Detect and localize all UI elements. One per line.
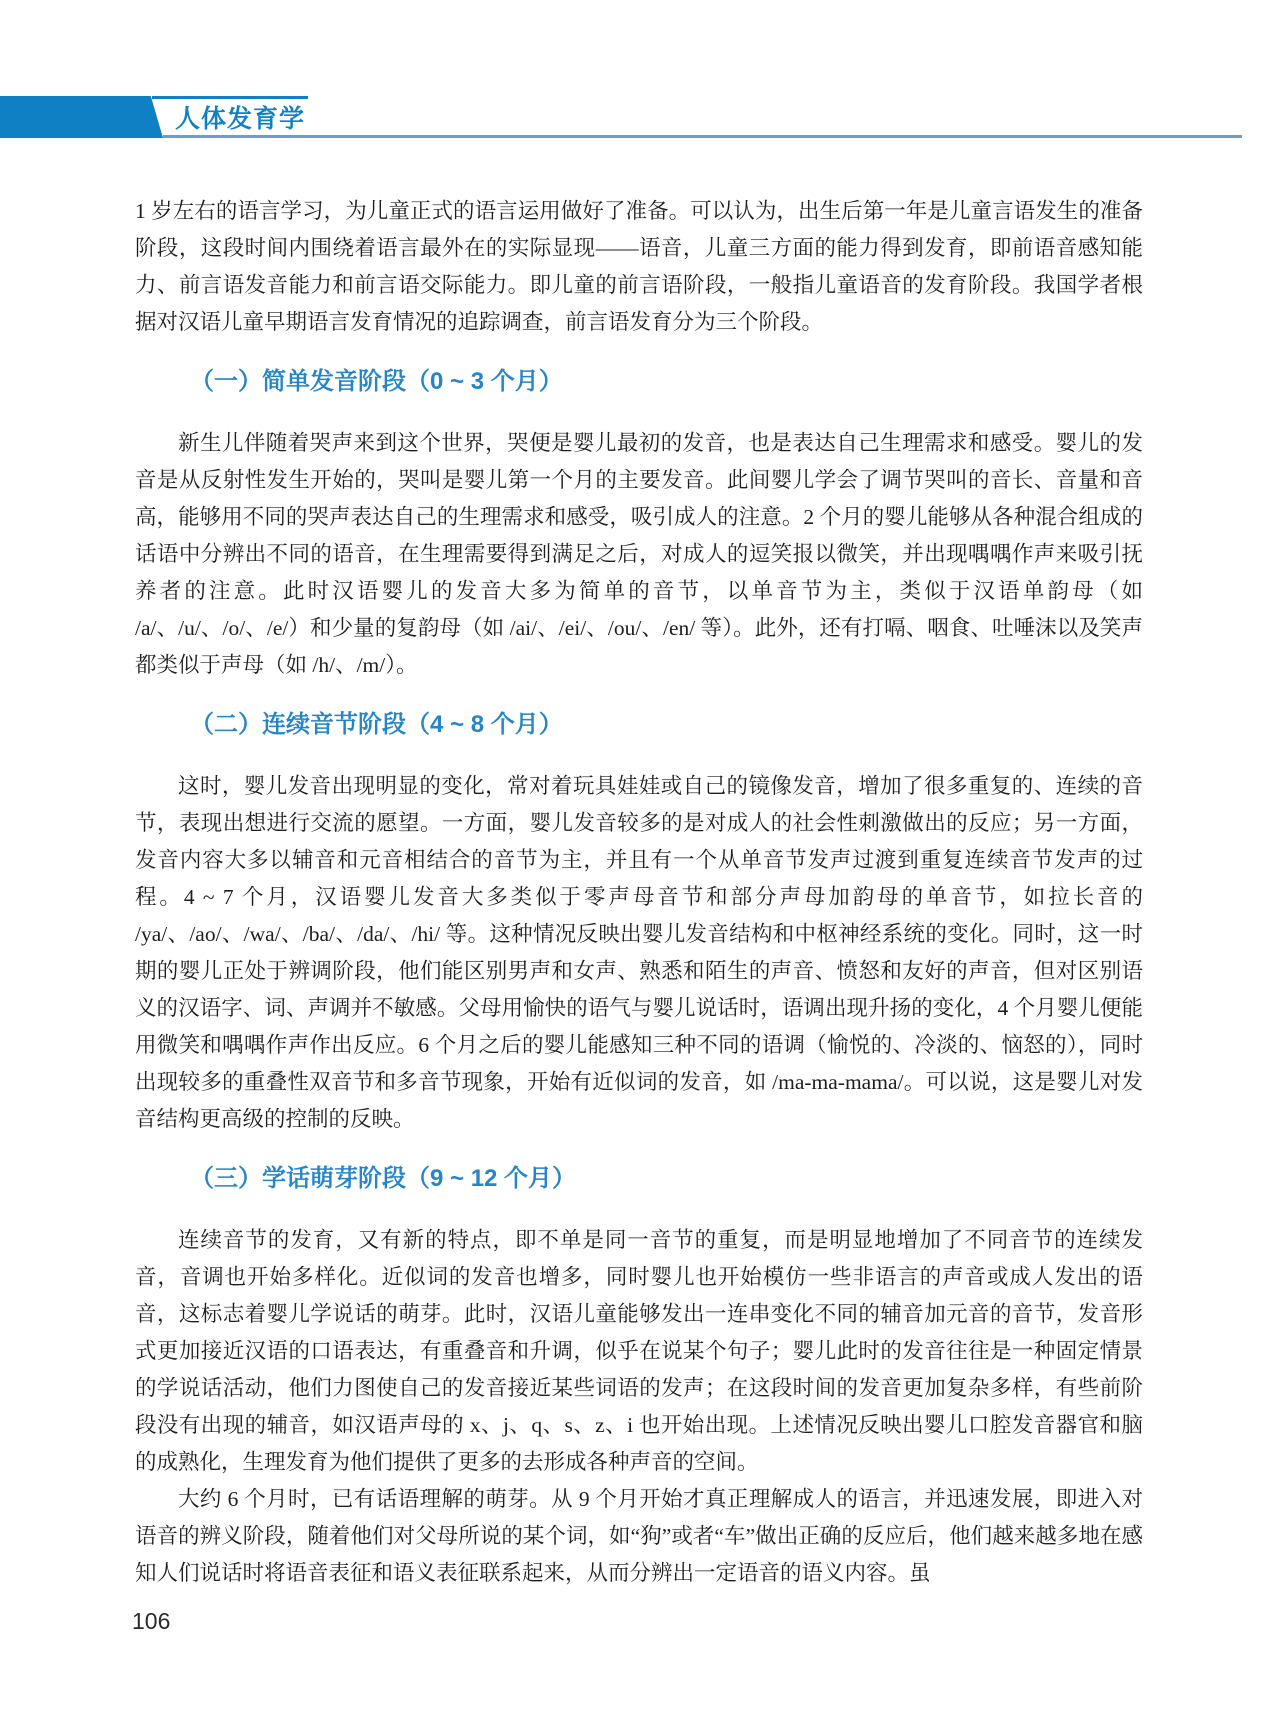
section-heading-3: （三）学话萌芽阶段（9 ~ 12 个月） <box>190 1165 577 1192</box>
header-title-tab <box>170 99 310 135</box>
header-accent-bar <box>0 96 163 138</box>
section-2-paragraph: 这时，婴儿发音出现明显的变化，常对着玩具娃娃或自己的镜像发音，增加了很多重复的、连续的音节，表现出想进行交流的愿望。一方面，婴儿发音较多的是对成人的社会性刺激做出的反应；另一方面，发音内容大多以辅音和元音相结合的音节为主，并且有一个从单音节发声过渡到重复连续音节发声的过程。4 ~ 7 个月，汉语婴儿发音大多类似于零声母音节和部分声母加韵母的单音节，如拉长音的 /ya/、/ao/、/wa/、/ba/、/da/、/hi/ 等。这种情况反映出婴儿发音结构和中枢神经系统的变化。同时，这一时期的婴儿正处于辨调阶段，他们能区别男声和女声、熟悉和陌生的声音、愤怒和友好的声音，但对区别语义的汉语字、词、声调并不敏感。父母用愉快的语气与婴儿说话时，语调出现升扬的变化，4 个月婴儿便能用微笑和喁喁作声作出反应。6 个月之后的婴儿能感知三种不同的语调（愉悦的、冷淡的、恼怒的），同时出现较多的重叠性双音节和多音节现象，开始有近似词的发音，如 /ma-ma-mama/。可以说，这是婴儿对发音结构更高级的控制的反映。 <box>135 774 1143 1131</box>
header-bottom-rule <box>163 135 1242 138</box>
section-heading-2: （二）连续音节阶段（4 ~ 8 个月） <box>190 711 563 738</box>
intro-paragraph: 1 岁左右的语言学习，为儿童正式的语言运用做好了准备。可以认为，出生后第一年是儿童言语发生的准备阶段，这段时间内围绕着语言最外在的实际显现——语音，儿童三方面的能力得到发育，即前语音感知能力、前言语发音能力和前言语交际能力。即儿童的前言语阶段，一般指儿童语音的发育阶段。我国学者根据对汉语儿童早期语言发育情况的追踪调查，前言语发育分为三个阶段。 <box>135 199 1143 334</box>
page-number: 106 <box>132 1608 171 1634</box>
section-1-paragraph: 新生儿伴随着哭声来到这个世界，哭便是婴儿最初的发音，也是表达自己生理需求和感受。婴儿的发音是从反射性发生开始的，哭叫是婴儿第一个月的主要发音。此间婴儿学会了调节哭叫的音长、音量和音高，能够用不同的哭声表达自己的生理需求和感受，吸引成人的注意。2 个月的婴儿能够从各种混合组成的话语中分辨出不同的语音，在生理需要得到满足之后，对成人的逗笑报以微笑，并出现喁喁作声来吸引抚养者的注意。此时汉语婴儿的发音大多为简单的音节，以单音节为主，类似于汉语单韵母（如 /a/、/u/、/o/、/e/）和少量的复韵母（如 /ai/、/ei/、/ou/、/en/ 等）。此外，还有打嗝、咽食、吐唾沫以及笑声都类似于声母（如 /h/、/m/）。 <box>135 431 1143 677</box>
book-title: 人体发育学 <box>174 105 305 133</box>
section-3-paragraph-2: 大约 6 个月时，已有话语理解的萌芽。从 9 个月开始才真正理解成人的语言，并迅速发展，即进入对语音的辨义阶段，随着他们对父母所说的某个词，如“狗”或者“车”做出正确的反应后，他们越来越多地在感知人们说话时将语音表征和语义表征联系起来，从而分辨出一定语音的语义内容。虽 <box>135 1487 1143 1585</box>
page-content <box>135 193 1143 1592</box>
section-heading-1: （一）简单发音阶段（0 ~ 3 个月） <box>190 368 563 395</box>
section-3-paragraph-1: 连续音节的发育，又有新的特点，即不单是同一音节的重复，而是明显地增加了不同音节的连续发音，音调也开始多样化。近似词的发音也增多，同时婴儿也开始模仿一些非语言的声音或成人发出的语音，这标志着婴儿学说话的萌芽。此时，汉语儿童能够发出一连串变化不同的辅音加元音的音节，发音形式更加接近汉语的口语表达，有重叠音和升调，似乎在说某个句子；婴儿此时的发音往往是一种固定情景的学说话活动，他们力图使自己的发音接近某些词语的发声；在这段时间的发音更加复杂多样，有些前阶段没有出现的辅音，如汉语声母的 x、j、q、s、z、i 也开始出现。上述情况反映出婴儿口腔发音器官和脑的成熟化，生理发育为他们提供了更多的去形成各种声音的空间。 <box>135 1228 1143 1474</box>
